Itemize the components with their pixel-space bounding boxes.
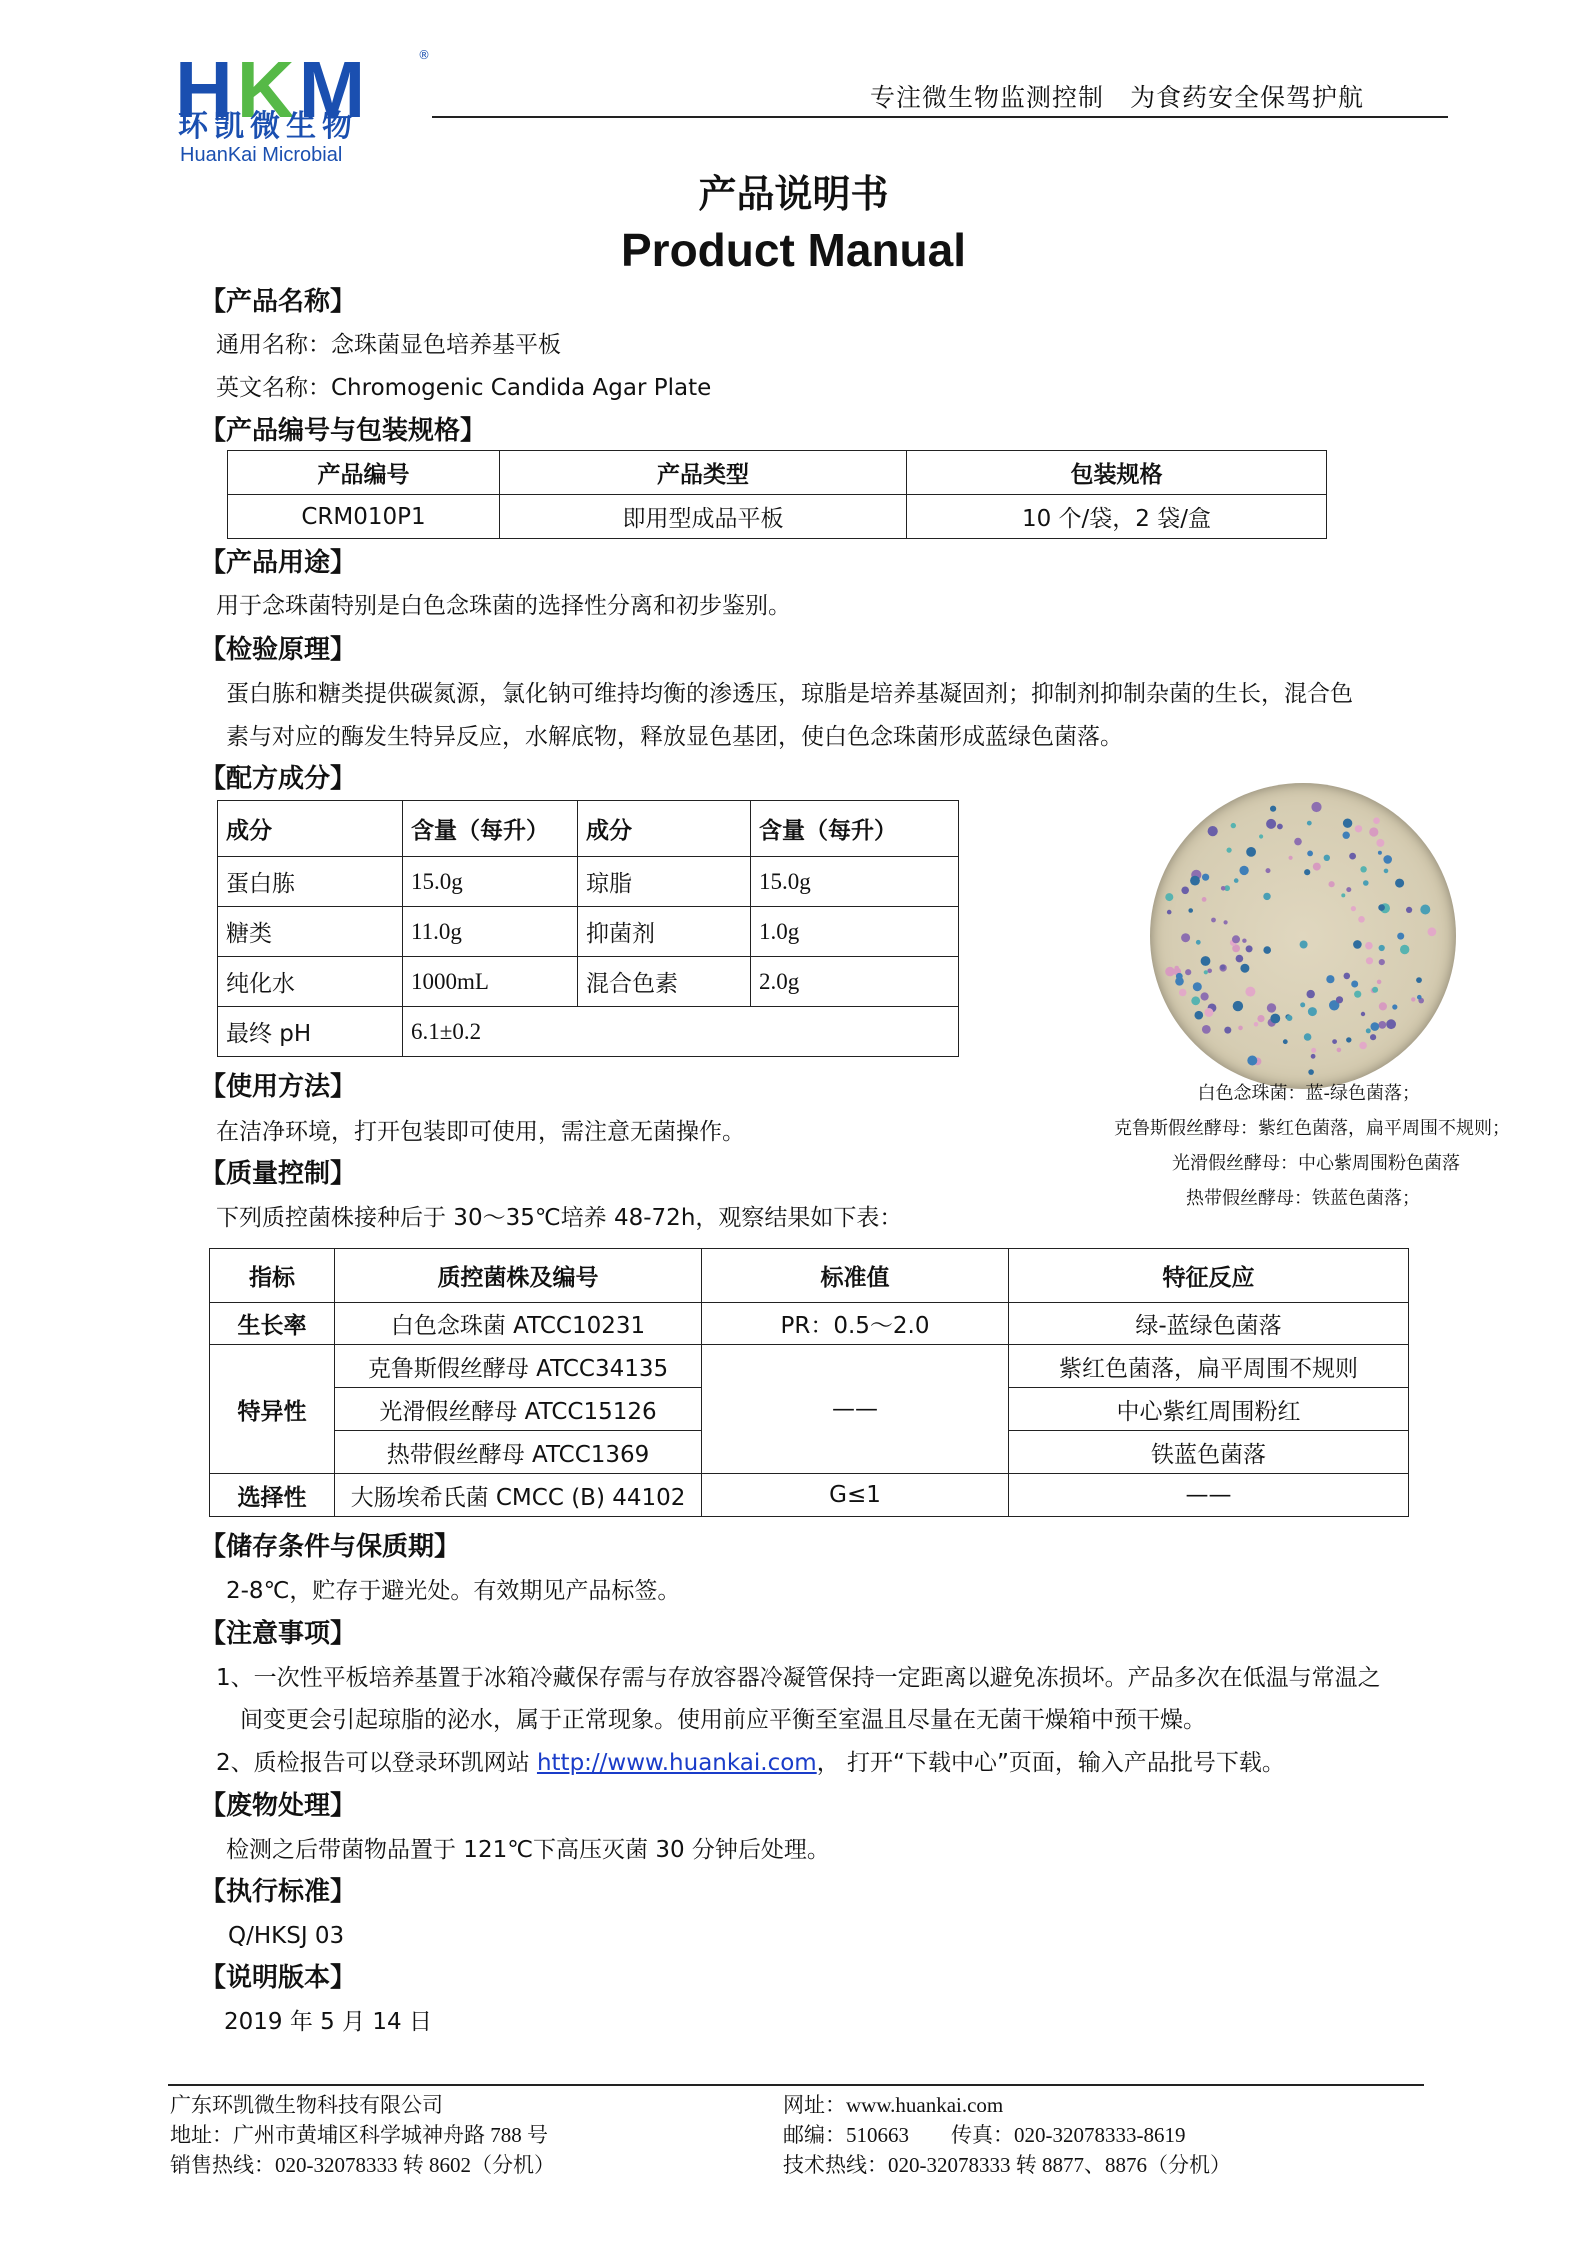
colony-dot xyxy=(1191,996,1200,1005)
qc-selectivity-reaction: —— xyxy=(1009,1474,1409,1517)
packaging-header-type: 产品类型 xyxy=(500,451,907,495)
colony-dot xyxy=(1242,939,1246,943)
colony-dot xyxy=(1196,940,1201,945)
formula-header-amount-2: 含量（每升） xyxy=(751,801,959,857)
colony-dot xyxy=(1373,817,1380,824)
section-heading-product-name: 【产品名称】 xyxy=(200,287,357,317)
qc-specificity-standard: —— xyxy=(702,1345,1009,1474)
ingredient: 糖类 xyxy=(218,907,403,957)
qc-specificity-strain: 光滑假丝酵母 ATCC15126 xyxy=(335,1388,702,1431)
colony-dot xyxy=(1359,1042,1367,1050)
colony-dot xyxy=(1358,916,1365,923)
colony-dot xyxy=(1165,893,1173,901)
colony-dot xyxy=(1400,945,1409,954)
colony-dot xyxy=(1361,1012,1365,1016)
colony-dot xyxy=(1324,855,1330,861)
colony-dot xyxy=(1181,933,1190,942)
colony-dot xyxy=(1259,834,1263,838)
colony-dot xyxy=(1181,887,1189,895)
qc-specificity-strain: 克鲁斯假丝酵母 ATCC34135 xyxy=(335,1345,702,1388)
colony-dot xyxy=(1304,869,1310,875)
packaging-header-code: 产品编号 xyxy=(228,451,500,495)
colony-dot xyxy=(1311,1054,1316,1059)
section-heading-disposal: 【废物处理】 xyxy=(200,1791,357,1821)
colony-dot xyxy=(1233,1001,1243,1011)
colony-dot xyxy=(1224,920,1228,924)
colonies-icon xyxy=(1150,783,1456,1089)
colony-dot xyxy=(1246,945,1253,952)
colony-dot xyxy=(1351,981,1358,988)
table-row xyxy=(210,1303,1409,1345)
colony-dot xyxy=(1420,905,1430,915)
colony-dot xyxy=(1406,907,1412,913)
packaging-code: CRM010P1 xyxy=(228,495,500,539)
caption-line-1: 白色念珠菌：蓝-绿色菌落； xyxy=(1197,1083,1420,1104)
colony-dot xyxy=(1289,856,1293,860)
version-text: 2019 年 5 月 14 日 xyxy=(224,2009,432,2035)
qc-specificity-strain: 热带假丝酵母 ATCC1369 xyxy=(335,1431,702,1474)
section-heading-principle: 【检验原理】 xyxy=(200,635,357,665)
amount: 15.0g xyxy=(751,857,959,907)
colony-dot xyxy=(1239,866,1248,875)
formula-table xyxy=(217,800,959,1057)
colony-dot xyxy=(1201,956,1211,966)
colony-dot xyxy=(1185,969,1191,975)
amount: 1.0g xyxy=(751,907,959,957)
colony-dot xyxy=(1313,863,1321,871)
colony-dot xyxy=(1263,893,1270,900)
colony-dot xyxy=(1377,980,1382,985)
colony-dot xyxy=(1337,1048,1342,1053)
colony-dot xyxy=(1416,977,1422,983)
colony-dot xyxy=(1371,1022,1380,1031)
colony-dot xyxy=(1354,991,1361,998)
colony-dot xyxy=(1343,819,1352,828)
colony-dot xyxy=(1204,1008,1213,1017)
registered-mark: ® xyxy=(418,48,430,62)
table-row xyxy=(218,957,959,1007)
section-heading-purpose: 【产品用途】 xyxy=(200,548,357,578)
section-heading-formula: 【配方成分】 xyxy=(200,764,357,794)
amount: 11.0g xyxy=(403,907,578,957)
colony-dot xyxy=(1266,868,1271,873)
section-heading-qc: 【质量控制】 xyxy=(200,1159,357,1189)
qc-header-strain: 质控菌株及编号 xyxy=(335,1249,702,1303)
table-row xyxy=(210,1345,1409,1388)
qc-intro: 下列质控菌株接种后于 30～35℃培养 48-72h，观察结果如下表： xyxy=(216,1205,903,1231)
colony-dot xyxy=(1263,946,1271,954)
colony-dot xyxy=(1386,1019,1396,1029)
packaging-type: 即用型成品平板 xyxy=(500,495,907,539)
colony-dot xyxy=(1392,1004,1397,1009)
table-row xyxy=(210,1474,1409,1517)
colony-dot xyxy=(1221,886,1226,891)
section-heading-standard: 【执行标准】 xyxy=(200,1877,357,1907)
colony-dot xyxy=(1270,1014,1280,1024)
logo-letter-k: K xyxy=(236,45,299,134)
colony-dot xyxy=(1300,941,1308,949)
colony-dot xyxy=(1240,964,1249,973)
english-name: 英文名称：Chromogenic Candida Agar Plate xyxy=(216,375,712,401)
ingredient: 蛋白胨 xyxy=(218,857,403,907)
logo-letter-h: H xyxy=(175,45,237,134)
colony-dot xyxy=(1365,942,1373,950)
colony-dot xyxy=(1165,967,1175,977)
notes-line-2: 间变更会引起琼脂的泌水，属于正常现象。使用前应平衡至室温且尽量在无菌干燥箱中预干燥。 xyxy=(240,1707,1206,1733)
colony-dot xyxy=(1174,966,1179,971)
colony-dot xyxy=(1220,965,1225,970)
colony-dot xyxy=(1353,940,1362,949)
footer-sales-hotline: 销售热线：020-32078333 转 8602（分机） xyxy=(170,2153,555,2177)
colony-dot xyxy=(1201,992,1209,1000)
ingredient: 琼脂 xyxy=(578,857,751,907)
colony-dot xyxy=(1202,874,1209,881)
method-text: 在洁净环境，打开包装即可使用，需注意无菌操作。 xyxy=(216,1119,745,1145)
logo-chinese-name: 环凯微生物 xyxy=(178,109,358,144)
colony-dot xyxy=(1231,823,1236,828)
colony-dot xyxy=(1179,989,1187,997)
colony-dot xyxy=(1360,866,1366,872)
formula-header-ingredient: 成分 xyxy=(218,801,403,857)
purpose-text: 用于念珠菌特别是白色念珠菌的选择性分离和初步鉴别。 xyxy=(216,593,791,619)
colony-dot xyxy=(1311,1048,1316,1053)
colony-dot xyxy=(1379,945,1385,951)
colony-dot xyxy=(1336,996,1343,1003)
ph-label: 最终 pH xyxy=(218,1007,403,1057)
caption-line-4: 热带假丝酵母：铁蓝色菌落； xyxy=(1186,1188,1420,1209)
colony-dot xyxy=(1167,910,1172,915)
packaging-spec: 10 个/袋，2 袋/盒 xyxy=(907,495,1327,539)
petri-dish-image xyxy=(1150,783,1456,1089)
qc-specificity-reaction: 中心紫红周围粉红 xyxy=(1009,1388,1409,1431)
footer-postcode-fax: 邮编：510663 传真：020-32078333-8619 xyxy=(783,2123,1186,2147)
qc-growth-standard: PR：0.5～2.0 xyxy=(702,1303,1009,1345)
common-name: 通用名称：念珠菌显色培养基平板 xyxy=(216,332,561,358)
colony-dot xyxy=(1224,1027,1231,1034)
disposal-text: 检测之后带菌物品置于 121℃下高压灭菌 30 分钟后处理。 xyxy=(226,1837,830,1863)
colony-dot xyxy=(1246,847,1256,857)
logo-english-name: HuanKai Microbial xyxy=(180,144,343,166)
section-heading-storage: 【储存条件与保质期】 xyxy=(200,1532,461,1562)
table-row xyxy=(218,857,959,907)
qc-selectivity-standard: G≤1 xyxy=(702,1474,1009,1517)
footer-company: 广东环凯微生物科技有限公司 xyxy=(170,2093,443,2117)
colony-dot xyxy=(1378,1021,1386,1029)
colony-dot xyxy=(1379,959,1385,965)
colony-dot xyxy=(1395,879,1404,888)
footer-address: 地址：广州市黄埔区科学城神舟路 788 号 xyxy=(170,2123,548,2147)
section-heading-notes: 【注意事项】 xyxy=(200,1619,357,1649)
ingredient: 混合色素 xyxy=(578,957,751,1007)
colony-dot xyxy=(1355,825,1362,832)
section-heading-packaging: 【产品编号与包装规格】 xyxy=(200,416,487,446)
colony-dot xyxy=(1188,908,1193,913)
formula-header-ingredient-2: 成分 xyxy=(578,801,751,857)
amount: 2.0g xyxy=(751,957,959,1007)
packaging-table xyxy=(227,450,1327,539)
amount: 15.0g xyxy=(403,857,578,907)
notes-line-3-suffix: ， 打开“下载中心”页面，输入产品批号下载。 xyxy=(816,1750,1285,1776)
colony-dot xyxy=(1307,821,1312,826)
caption-line-2: 克鲁斯假丝酵母：紫红色菌落，扁平周围不规则； xyxy=(1114,1118,1510,1139)
colony-dot xyxy=(1202,897,1207,902)
colony-dot xyxy=(1254,1022,1259,1027)
colony-dot xyxy=(1300,1002,1305,1007)
colony-dot xyxy=(1202,1025,1211,1034)
colony-dot xyxy=(1267,1003,1276,1012)
colony-dot xyxy=(1326,975,1334,983)
colony-dot xyxy=(1176,973,1183,980)
colony-dot xyxy=(1304,1033,1312,1041)
colony-dot xyxy=(1376,839,1384,847)
colony-dot xyxy=(1379,1002,1387,1010)
colony-dot xyxy=(1370,1034,1376,1040)
colony-dot xyxy=(1238,1026,1243,1031)
standard-text: Q/HKSJ 03 xyxy=(228,1923,345,1949)
colony-dot xyxy=(1397,933,1404,940)
colony-dot xyxy=(1307,851,1313,857)
colony-dot xyxy=(1411,997,1415,1001)
footer-website: 网址：www.huankai.com xyxy=(783,2093,1004,2117)
colony-dot xyxy=(1307,990,1315,998)
colony-dot xyxy=(1349,853,1356,860)
colony-dot xyxy=(1346,1037,1351,1042)
notes-line-3-prefix: 2、质检报告可以登录环凯网站 xyxy=(216,1750,537,1776)
page-title-en: Product Manual xyxy=(620,224,967,276)
table-row xyxy=(218,1007,959,1057)
colony-dot xyxy=(1232,935,1240,943)
colony-dot xyxy=(1286,1015,1292,1021)
colony-dot xyxy=(1343,832,1350,839)
qc-selectivity-label: 选择性 xyxy=(210,1474,335,1517)
colony-dot xyxy=(1227,848,1232,853)
qc-header-reaction: 特征反应 xyxy=(1009,1249,1409,1303)
colony-dot xyxy=(1277,824,1283,830)
colony-dot xyxy=(1257,1015,1264,1022)
colony-dot xyxy=(1195,1011,1204,1020)
formula-header-amount: 含量（每升） xyxy=(403,801,578,857)
section-heading-version: 【说明版本】 xyxy=(200,1963,357,1993)
colony-dot xyxy=(1190,876,1200,886)
colony-dot xyxy=(1208,826,1218,836)
colony-dot xyxy=(1383,855,1392,864)
colony-dot xyxy=(1428,927,1437,936)
principle-line-1: 蛋白胨和糖类提供碳氮源，氯化钠可维持均衡的渗透压，琼脂是培养基凝固剂；抑制剂抑制杂菌的生长，混合色 xyxy=(226,681,1353,707)
qc-header-indicator: 指标 xyxy=(210,1249,335,1303)
footer-divider xyxy=(168,2084,1424,2086)
caption-line-3: 光滑假丝酵母：中心紫周围粉色菌落 xyxy=(1172,1153,1460,1174)
notes-line-3 xyxy=(216,1748,1285,1778)
ph-value: 6.1±0.2 xyxy=(403,1007,959,1057)
colony-dot xyxy=(1311,802,1321,812)
header-divider xyxy=(432,116,1448,118)
table-row xyxy=(218,907,959,957)
ingredient: 抑菌剂 xyxy=(578,907,751,957)
colony-dot xyxy=(1363,880,1369,886)
colony-dot xyxy=(1294,838,1302,846)
colony-dot xyxy=(1378,851,1382,855)
colony-dot xyxy=(1236,955,1244,963)
colony-dot xyxy=(1341,893,1345,897)
colony-dot xyxy=(1344,973,1351,980)
principle-line-2: 素与对应的酶发生特异反应，水解底物，释放显色基团，使白色念珠菌形成蓝绿色菌落。 xyxy=(226,724,1123,750)
colony-dot xyxy=(1283,1039,1288,1044)
colony-dot xyxy=(1207,969,1212,974)
header-slogan: 专注微生物监测控制 为食药安全保驾护航 xyxy=(870,83,1365,112)
storage-text: 2-8℃，贮存于避光处。有效期见产品标签。 xyxy=(226,1578,681,1604)
amount: 1000mL xyxy=(403,957,578,1007)
colony-dot xyxy=(1234,878,1239,883)
qc-selectivity-strain: 大肠埃希氏菌 CMCC (B) 44102 xyxy=(335,1474,702,1517)
colony-dot xyxy=(1369,827,1378,836)
page-title-cn: 产品说明书 xyxy=(698,172,889,216)
colony-dot xyxy=(1329,881,1335,887)
website-link[interactable]: http://www.huankai.com xyxy=(536,1750,817,1776)
colony-dot xyxy=(1366,1028,1371,1033)
colony-dot xyxy=(1211,918,1216,923)
colony-dot xyxy=(1372,987,1378,993)
qc-header-standard: 标准值 xyxy=(702,1249,1009,1303)
colony-dot xyxy=(1346,887,1351,892)
colony-dot xyxy=(1366,957,1373,964)
colony-dot xyxy=(1308,1007,1317,1016)
qc-specificity-label: 特异性 xyxy=(210,1345,335,1474)
qc-growth-label: 生长率 xyxy=(210,1303,335,1345)
section-heading-method: 【使用方法】 xyxy=(200,1072,357,1102)
footer-tech-hotline: 技术热线：020-32078333 转 8877、8876（分机） xyxy=(783,2153,1231,2177)
ingredient: 纯化水 xyxy=(218,957,403,1007)
colony-dot xyxy=(1247,1056,1257,1066)
logo-letter-m: M xyxy=(298,45,370,134)
colony-dot xyxy=(1204,970,1208,974)
qc-table xyxy=(209,1248,1409,1517)
colony-dot xyxy=(1266,819,1276,829)
colony-dot xyxy=(1270,806,1276,812)
packaging-header-spec: 包装规格 xyxy=(907,451,1327,495)
colony-dot xyxy=(1351,906,1356,911)
colony-dot xyxy=(1193,982,1202,991)
colony-dot xyxy=(1308,1069,1314,1075)
qc-specificity-reaction: 铁蓝色菌落 xyxy=(1009,1431,1409,1474)
colony-dot xyxy=(1245,987,1255,997)
colony-dot xyxy=(1417,995,1422,1000)
colony-dot xyxy=(1378,904,1385,911)
colony-dot xyxy=(1332,1039,1337,1044)
qc-growth-strain: 白色念珠菌 ATCC10231 xyxy=(335,1303,702,1345)
colony-dot xyxy=(1384,869,1389,874)
qc-growth-reaction: 绿-蓝绿色菌落 xyxy=(1009,1303,1409,1345)
notes-line-1: 1、一次性平板培养基置于冰箱冷藏保存需与存放容器冷凝管保持一定距离以避免冻损坏。产品多次在低温与常温之 xyxy=(216,1665,1381,1691)
qc-specificity-reaction: 紫红色菌落，扁平周围不规则 xyxy=(1009,1345,1409,1388)
